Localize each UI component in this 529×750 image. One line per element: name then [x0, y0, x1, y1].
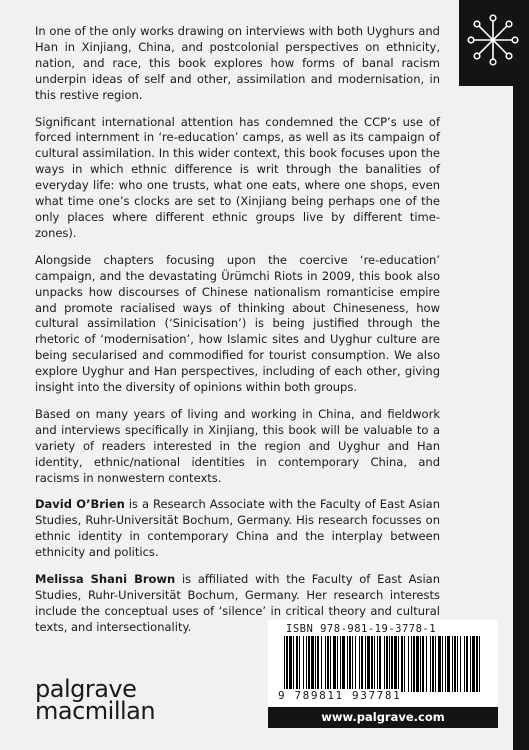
isbn-digits: 9 789811 937781: [278, 689, 402, 702]
isbn-barcode-box: [268, 620, 498, 706]
blurb-paragraph-3: Alongside chapters focusing upon the coercive ‘re-education’ campaign, and the devastating Ürümchi Riots in 2009, this book also unpacks how discourses of Chinese nationalism romanticise empire and promote racialised ways of thinking about Chineseness, how cultural assimilation (‘Sinicisation’) is being justified through the rhetoric of ‘modernisation’, how Islamic sites and Uyghur culture are being secularised and commodified for tourist consumption. We also explore Uyghur and Han perspectives, including of each other, giving insight into the diversity of opinions within both groups.: [35, 252, 440, 395]
isbn-label: ISBN 978-981-19-3778-1: [286, 623, 437, 635]
barcode-graphic: [280, 636, 486, 692]
author-bio-1: [35, 497, 440, 561]
author-name-2: Melissa Shani Brown: [35, 572, 176, 587]
blurb-paragraph-1: In one of the only works drawing on interviews with both Uyghurs and Han in Xinjiang, China, and postcolonial perspectives on ethnicity, nation, and race, this book explores how forms of banal racism underpin ideas of self and other, assimilation and modernisation, in this restive region.: [35, 24, 440, 102]
publisher-logo-line2: macmillan: [35, 697, 156, 725]
blurb-paragraph-4: Based on many years of living and working in China, and fieldwork and interviews specifically in Xinjiang, this book will be valuable to a variety of readers interested in the region and Uyghur and Han identity, ethnic/national identities in contemporary China, and racisms in nonwestern contexts.: [35, 406, 440, 485]
publisher-logo-line1: palgrave: [35, 675, 137, 703]
author-bio-text-2: is affiliated with the Faculty of East Asian Studies, Ruhr-Universität Bochum, Germany. Her research interests include the conceptual uses of ‘silence’ in critical theory and cultural texts, and intersectionality.: [35, 572, 440, 634]
palgrave-star-icon: [467, 14, 519, 66]
blurb-paragraph-2: Significant international attention has condemned the CCP’s use of forced internment in ‘re-education’ camps, as well as its campaign of cultural assimilation. In this wider context, this book focuses upon the ways in which ethnic difference is writ through the banalities of everyday life: who one trusts, what one eats, where one shops, even what time one’s clocks are set to (Xinjiang being perhaps one of the only places where different ethnic groups live by different time-zones).: [35, 114, 440, 240]
publisher-logo: [35, 675, 156, 725]
publisher-url[interactable]: www.palgrave.com: [268, 707, 498, 728]
author-bio-text-1: is a Research Associate with the Faculty of East Asian Studies, Ruhr-Universität Bochum, Germany. His research focusses on ethnic identity in contemporary China and the interplay between ethnicity and politics.: [35, 497, 440, 560]
spine-edge-strip: [513, 0, 529, 750]
back-cover-text: [35, 24, 440, 647]
author-name-1: David O’Brien: [35, 497, 125, 512]
publisher-corner-badge: [459, 0, 529, 86]
